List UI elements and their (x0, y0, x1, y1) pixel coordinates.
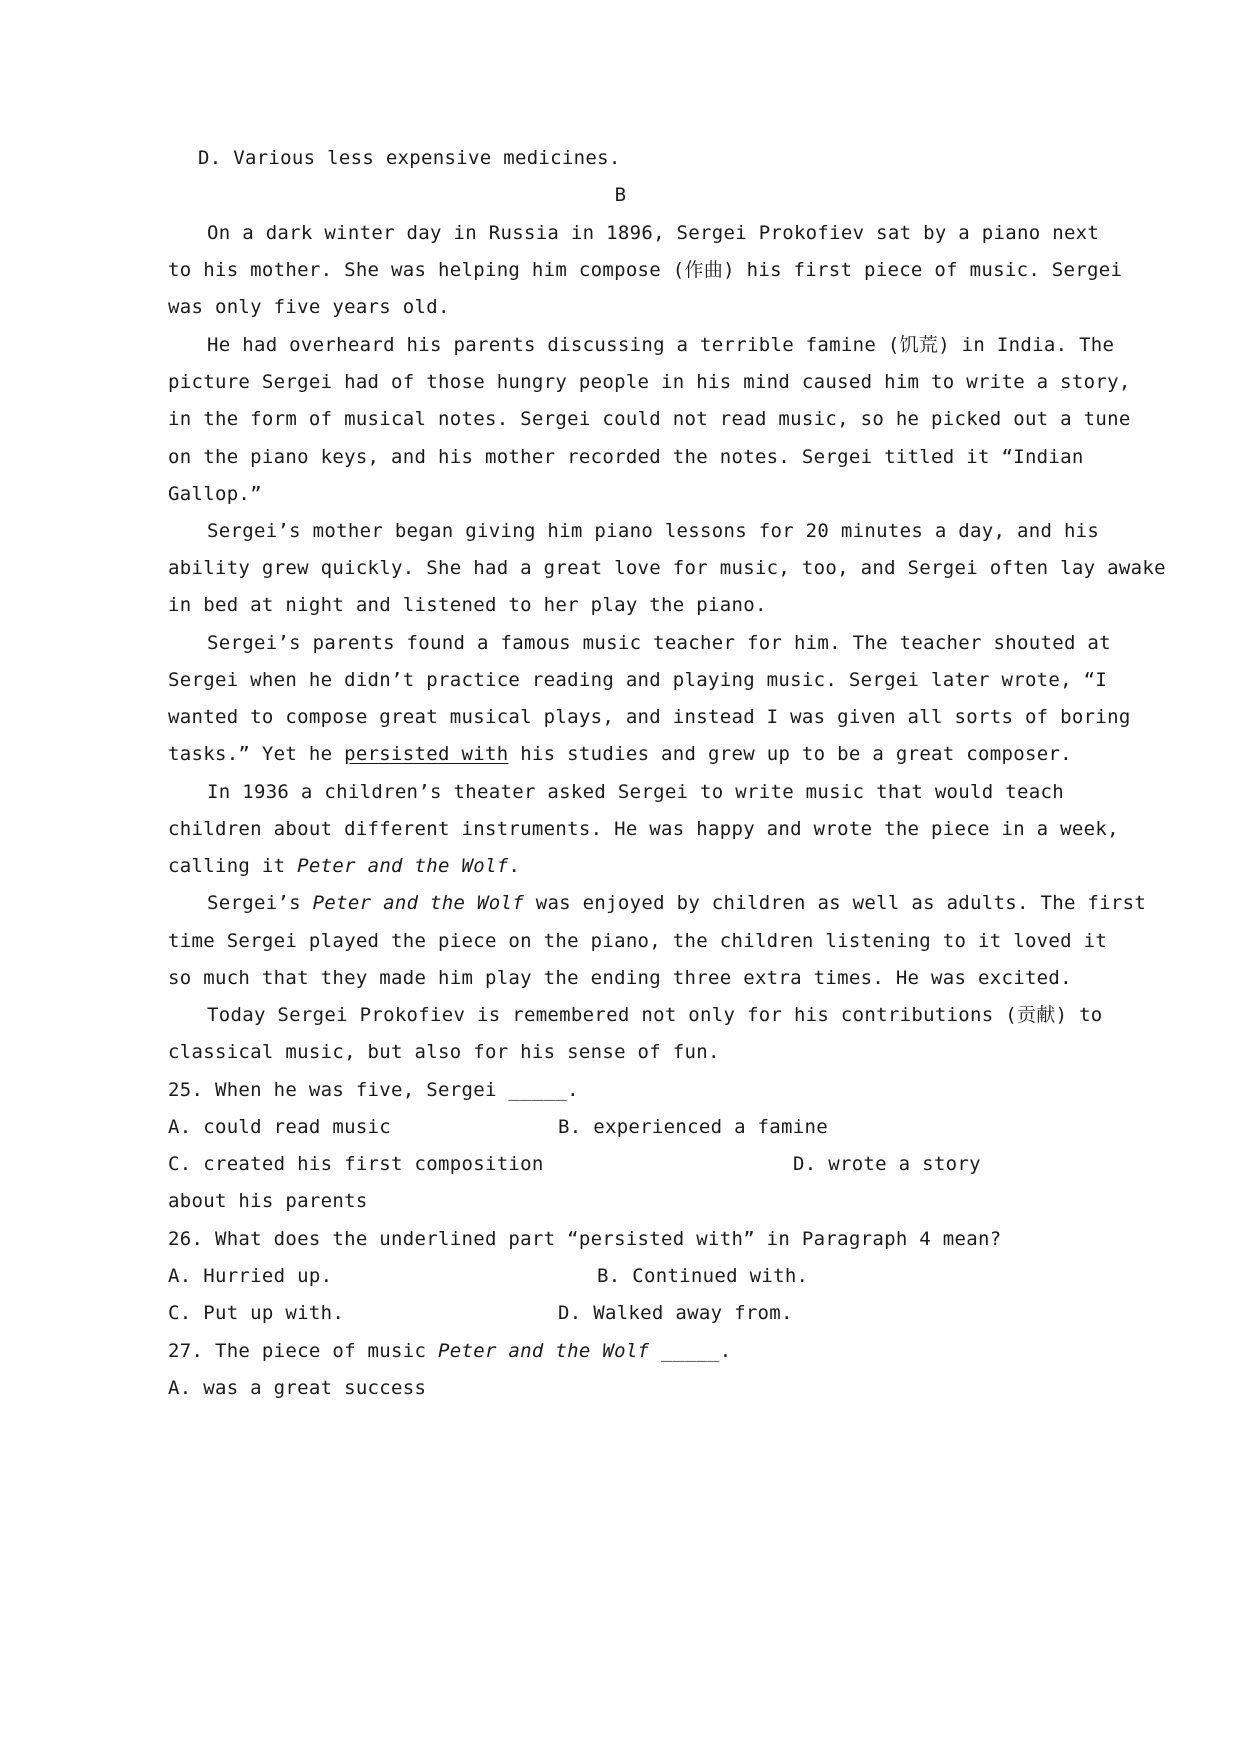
question-26-option-a: A. Hurried up. (168, 1265, 333, 1287)
section-title: B (614, 184, 627, 206)
paragraph-6-line: time Sergei played the piece on the piano, the children listening to it loved it (168, 930, 1108, 952)
paragraph-3-line: Sergei’s mother began giving him piano lessons for 20 minutes a day, and his (207, 520, 1100, 542)
paragraph-7-line: Today Sergei Prokofiev is remembered not only for his contributions (贡献) to (207, 1004, 1103, 1026)
line-text: _____. (649, 1340, 732, 1362)
paragraph-5-line (168, 854, 520, 878)
paragraph-4-line: wanted to compose great musical plays, and instead I was given all sorts of boring (168, 706, 1131, 728)
question-26-stem: 26. What does the underlined part “persisted with” in Paragraph 4 mean? (168, 1228, 1002, 1250)
paragraph-3-line: ability grew quickly. She had a great love for music, too, and Sergei often lay awake (168, 557, 1166, 579)
line-text: was enjoyed by children as well as adults. The first (523, 892, 1147, 914)
line-text: his studies and grew up to be a great composer. (508, 743, 1072, 765)
option-d-prev: D. Various less expensive medicines. (198, 147, 621, 169)
question-27-option-a: A. was a great success (168, 1377, 427, 1399)
question-25-option-d-cont: about his parents (168, 1190, 368, 1212)
question-25-option-c: C. created his first composition (168, 1153, 544, 1175)
line-text: . (508, 855, 521, 877)
paragraph-2-line: He had overheard his parents discussing a terrible famine (饥荒) in India. The (207, 334, 1115, 356)
question-26-option-d: D. Walked away from. (558, 1302, 793, 1324)
work-title: Peter and the Wolf (438, 1340, 650, 1362)
underlined-phrase: persisted with (344, 743, 509, 765)
paragraph-1-line: to his mother. She was helping him compose (作曲) his first piece of music. Sergei (168, 259, 1123, 281)
paragraph-2-line: picture Sergei had of those hungry people in his mind caused him to write a story, (168, 371, 1131, 393)
question-27-stem (168, 1339, 732, 1363)
line-text: calling it (168, 855, 298, 877)
paragraph-6-line: so much that they made him play the ending three extra times. He was excited. (168, 967, 1072, 989)
paragraph-4-line (168, 742, 1072, 766)
question-25-stem: 25. When he was five, Sergei _____. (168, 1079, 579, 1101)
paragraph-4-line: Sergei’s parents found a famous music teacher for him. The teacher shouted at (207, 632, 1111, 654)
work-title: Peter and the Wolf (297, 855, 509, 877)
paragraph-5-line: In 1936 a children’s theater asked Sergei to write music that would teach (207, 781, 1064, 803)
question-26-option-c: C. Put up with. (168, 1302, 345, 1324)
question-26-option-b: B. Continued with. (597, 1265, 809, 1287)
paragraph-6-line (207, 891, 1146, 915)
line-text: 27. The piece of music (168, 1340, 438, 1362)
paragraph-2-line: on the piano keys, and his mother recorded the notes. Sergei titled it “Indian (168, 446, 1084, 468)
question-25-option-b: B. experienced a famine (558, 1116, 828, 1138)
paragraph-5-line: children about different instruments. He was happy and wrote the piece in a week, (168, 818, 1119, 840)
paragraph-4-line: Sergei when he didn’t practice reading and playing music. Sergei later wrote, “I (168, 669, 1108, 691)
paragraph-1-line: was only five years old. (168, 296, 450, 318)
paragraph-1-line: On a dark winter day in Russia in 1896, Sergei Prokofiev sat by a piano next (207, 222, 1100, 244)
paragraph-2-line: in the form of musical notes. Sergei could not read music, so he picked out a tune (168, 408, 1131, 430)
paragraph-3-line: in bed at night and listened to her play the piano. (168, 594, 767, 616)
paragraph-7-line: classical music, but also for his sense of fun. (168, 1041, 720, 1063)
line-text: tasks.” Yet he (168, 743, 345, 765)
line-text: Sergei’s (207, 892, 313, 914)
paragraph-2-line: Gallop.” (168, 483, 262, 505)
question-25-option-d: D. wrote a story (793, 1153, 981, 1175)
question-25-option-a: A. could read music (168, 1116, 392, 1138)
work-title: Peter and the Wolf (312, 892, 524, 914)
